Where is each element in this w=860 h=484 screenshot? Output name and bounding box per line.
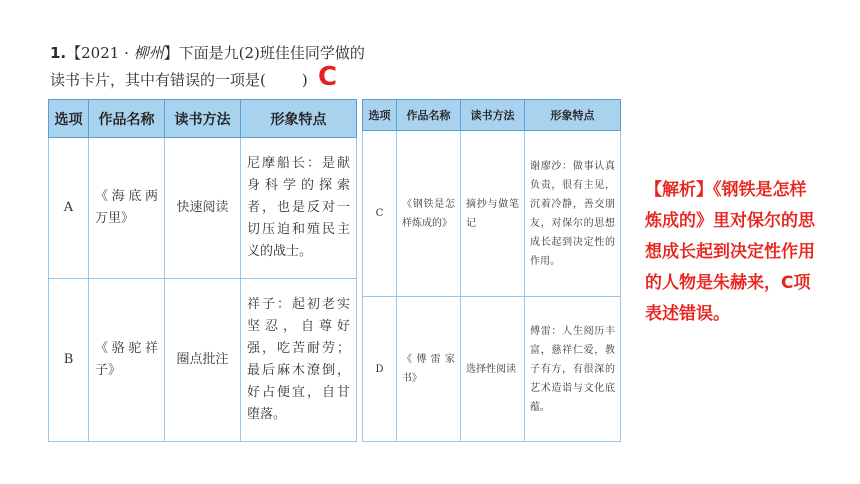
traits-cell: 谢廖沙：做事认真负责，很有主见，沉着冷静，善交朋友，对保尔的思想成长起到决定性的作用。	[525, 131, 621, 297]
question-text: 下面是九(2)班佳佳同学做的读书卡片，其中有错误的一项是(	[50, 44, 365, 89]
method-cell: 摘抄与做笔记	[461, 131, 525, 297]
question-close-paren: )	[301, 71, 308, 89]
method-cell: 快速阅读	[165, 138, 241, 279]
table-row	[363, 131, 621, 297]
work-cell: 《骆驼祥子》	[89, 279, 165, 442]
question-number: 1.	[50, 44, 67, 62]
reading-card-table-cd	[362, 99, 621, 442]
work-cell: 《海底两万里》	[89, 138, 165, 279]
question-source-open: 【2021 ·	[66, 44, 134, 62]
analysis-text: 【解析】《钢铁是怎样炼成的》里对保尔的思想成长起到决定性作用的人物是朱赫来，C项表述错误。	[645, 180, 815, 324]
option-cell: B	[49, 279, 89, 442]
answer-mark: C	[318, 62, 338, 92]
method-cell: 选择性阅读	[461, 297, 525, 442]
header-work: 作品名称	[397, 100, 461, 131]
question-source-place: 柳州	[133, 44, 164, 62]
table-header-row	[363, 100, 621, 131]
header-traits: 形象特点	[525, 100, 621, 131]
table-row	[49, 279, 357, 442]
table-row	[363, 297, 621, 442]
table-row	[49, 138, 357, 279]
option-cell: A	[49, 138, 89, 279]
traits-cell: 傅雷：人生阅历丰富，慈祥仁爱，教子有方，有很深的艺术造诣与文化底蕴。	[525, 297, 621, 442]
table-header-row	[49, 100, 357, 138]
header-method: 读书方法	[165, 100, 241, 138]
question-source-close: 】	[163, 44, 179, 62]
header-option: 选项	[49, 100, 89, 138]
traits-cell: 祥子：起初老实坚忍，自尊好强，吃苦耐劳；最后麻木潦倒，好占便宜，自甘堕落。	[241, 279, 357, 442]
header-work: 作品名称	[89, 100, 165, 138]
option-cell: D	[363, 297, 397, 442]
reading-card-table-ab	[48, 99, 357, 442]
method-cell: 圈点批注	[165, 279, 241, 442]
work-cell: 《傅雷家书》	[397, 297, 461, 442]
header-traits: 形象特点	[241, 100, 357, 138]
traits-cell: 尼摩船长：是献身科学的探索者，也是反对一切压迫和殖民主义的战士。	[241, 138, 357, 279]
header-method: 读书方法	[461, 100, 525, 131]
option-cell: C	[363, 131, 397, 297]
work-cell: 《钢铁是怎样炼成的》	[397, 131, 461, 297]
header-option: 选项	[363, 100, 397, 131]
